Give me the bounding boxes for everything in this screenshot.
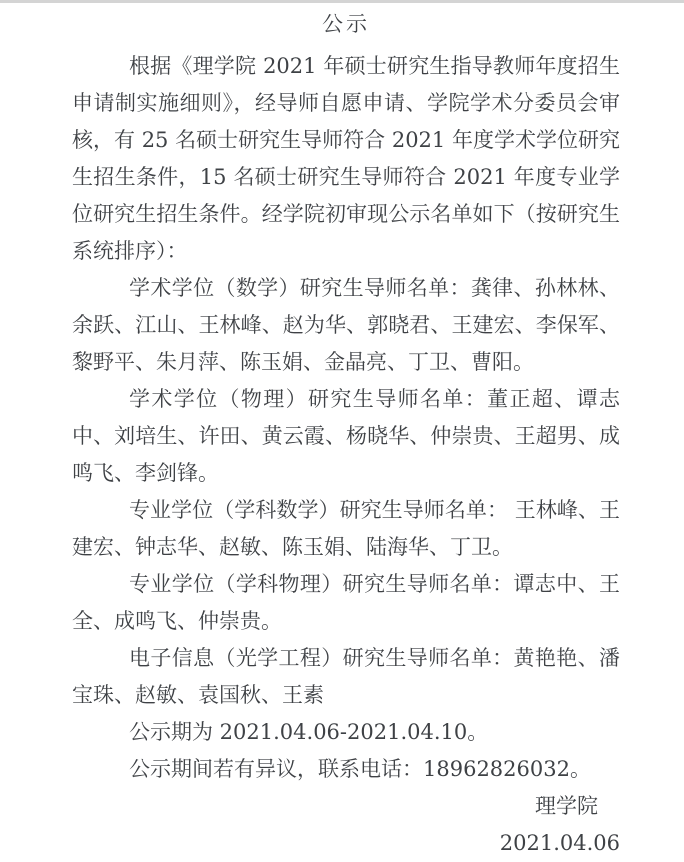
paragraph-electronic-info-list: 电子信息（光学工程）研究生导师名单：黄艳艳、潘宝珠、赵敏、袁国秋、王素 (72, 646, 620, 707)
signature-unit: 理学院 (535, 794, 598, 818)
paragraph-intro: 根据《理学院 2021 年硕士研究生指导教师年度招生申请制实施细则》，经导师自愿申请、学院学术分委员会审核，有 25 名硕士研究生导师符合 2021 年度学术学位研究生招生条件，15 名硕士研究生导师符合 2021 年度专业学位研究生招生条件。经学院初审现公示名单如下（按研究生系统排序）： (72, 54, 620, 263)
paragraph-professional-math-list: 专业学位（学科数学）研究生导师名单： 王林峰、王建宏、钟志华、赵敏、陈玉娟、陆海华、丁卫。 (72, 498, 620, 559)
paragraph-academic-math-list: 学术学位（数学）研究生导师名单：龚律、孙林林、余跃、江山、王林峰、赵为华、郭晓君、王建宏、李保军、黎野平、朱月萍、陈玉娟、金晶亮、丁卫、曹阳。 (72, 276, 620, 374)
document-title: 公示 (322, 12, 370, 36)
paragraph-academic-physics-list: 学术学位（物理）研究生导师名单：董正超、谭志中、刘培生、许田、黄云霞、杨晓华、仲崇贵、王超男、成鸣飞、李剑锋。 (72, 387, 620, 485)
signature-date: 2021.04.06 (499, 831, 620, 855)
paragraph-publicity-period: 公示期为 2021.04.06-2021.04.10。 (129, 720, 489, 744)
paragraph-contact-phone: 公示期间若有异议，联系电话：18962826032。 (129, 757, 591, 781)
announcement-page (0, 3, 684, 862)
paragraph-professional-physics-list: 专业学位（学科物理）研究生导师名单：谭志中、王全、成鸣飞、仲崇贵。 (72, 572, 620, 633)
